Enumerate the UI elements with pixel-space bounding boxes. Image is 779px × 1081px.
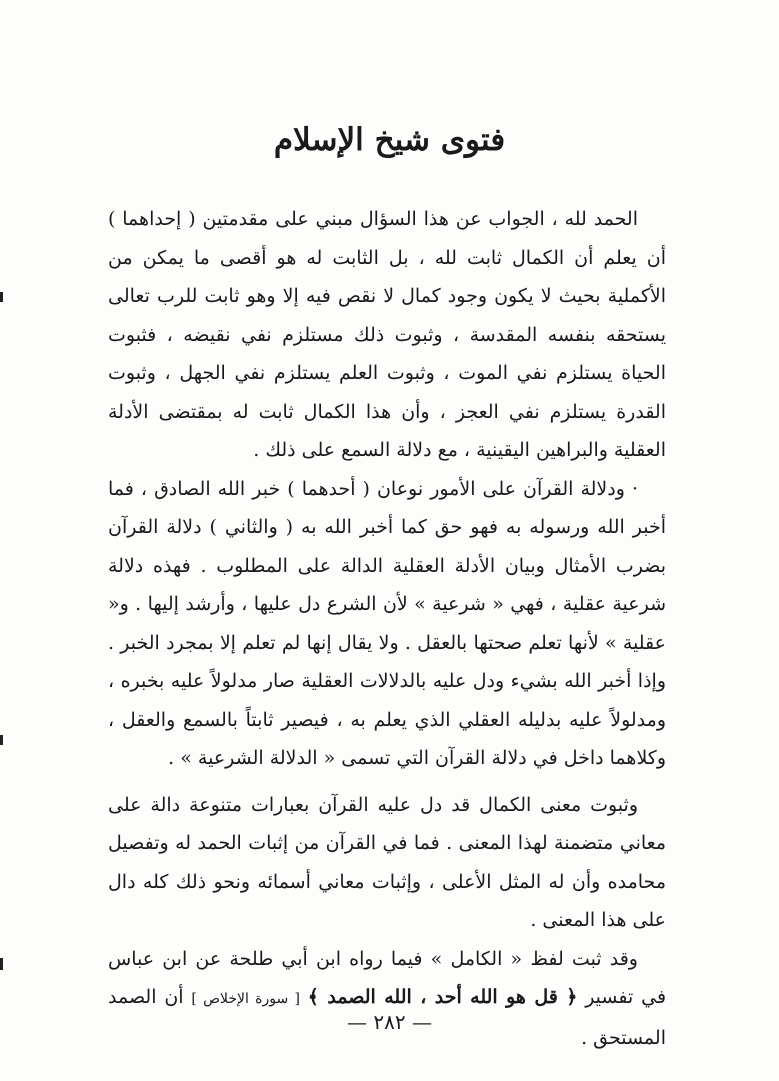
binding-mark (0, 735, 3, 745)
paragraph-2: · ودلالة القرآن على الأمور نوعان ( أحدهما ) خبر الله الصادق ، فما أخبر الله ورسوله به فهو حق كما أخبر الله به ( والثاني ) دلالة القرآن بضرب الأمثال وبيان الأدلة العقلية الدالة على المطلوب . فهذه دلالة شرعية عقلية ، فهي « شرعية » لأن الشرع دل عليها ، وأرشد إليها . و« عقلية » لأنها تعلم صحتها بالعقل . ولا يقال إنها لم تعلم إلا بمجرد الخبر . وإذا أخبر الله بشيء ودل عليه بالدلالات العقلية صار مدلولاً عليه بخبره ، ومدلولاً عليه بدليله العقلي الذي يعلم به ، فيصير ثابتاً بالسمع والعقل ، وكلاهما داخل في دلالة القرآن التي تسمى « الدلالة الشرعية » . (108, 477, 666, 769)
quran-verse: ﴿ قل هو الله أحد ، الله الصمد ﴾ (307, 986, 578, 1008)
surah-reference: [ سورة الإخلاص ] (191, 991, 300, 1007)
paragraph-3: وثبوت معنى الكمال قد دل عليه القرآن بعبارات متنوعة دالة على معاني متضمنة لهذا المعنى . فما في القرآن من إثبات الحمد له وتفصيل محامده وأن له المثل الأعلى ، وإثبات معاني أسمائه ونحو ذلك كله دال على هذا المعنى . (108, 793, 666, 931)
page-title: فتوى شيخ الإسلام (273, 122, 506, 158)
paragraph-1: الحمد لله ، الجواب عن هذا السؤال مبني على مقدمتين ( إحداهما ) أن يعلم أن الكمال ثابت لله ، بل الثابت له هو أقصى ما يمكن من الأكملية بحيث لا يكون وجود كمال لا نقص فيه إلا وهو ثابت للرب تعالى يستحقه بنفسه المقدسة ، وثبوت ذلك مستلزم نفي نقيضه ، فثبوت الحياة يستلزم نفي الموت ، وثبوت العلم يستلزم نفي الجهل ، وثبوت القدرة يستلزم نفي العجز ، وأن هذا الكمال ثابت له بمقتضى الأدلة العقلية والبراهين اليقينية ، مع دلالة السمع على ذلك . (108, 208, 666, 461)
body-text (108, 200, 666, 1057)
paragraph-4-lead: وقد ثبت لفظ « الكامل » فيما رواه ابن أبي طلحة عن ابن عباس في تفسير (108, 947, 667, 1008)
binding-mark (0, 292, 3, 302)
binding-mark (0, 958, 3, 970)
paragraph-4-tail: أن الصمد المستحق . (108, 986, 666, 1049)
paragraph-4 (108, 940, 666, 1058)
page-number: — ٢٨٢ — (347, 1010, 432, 1034)
